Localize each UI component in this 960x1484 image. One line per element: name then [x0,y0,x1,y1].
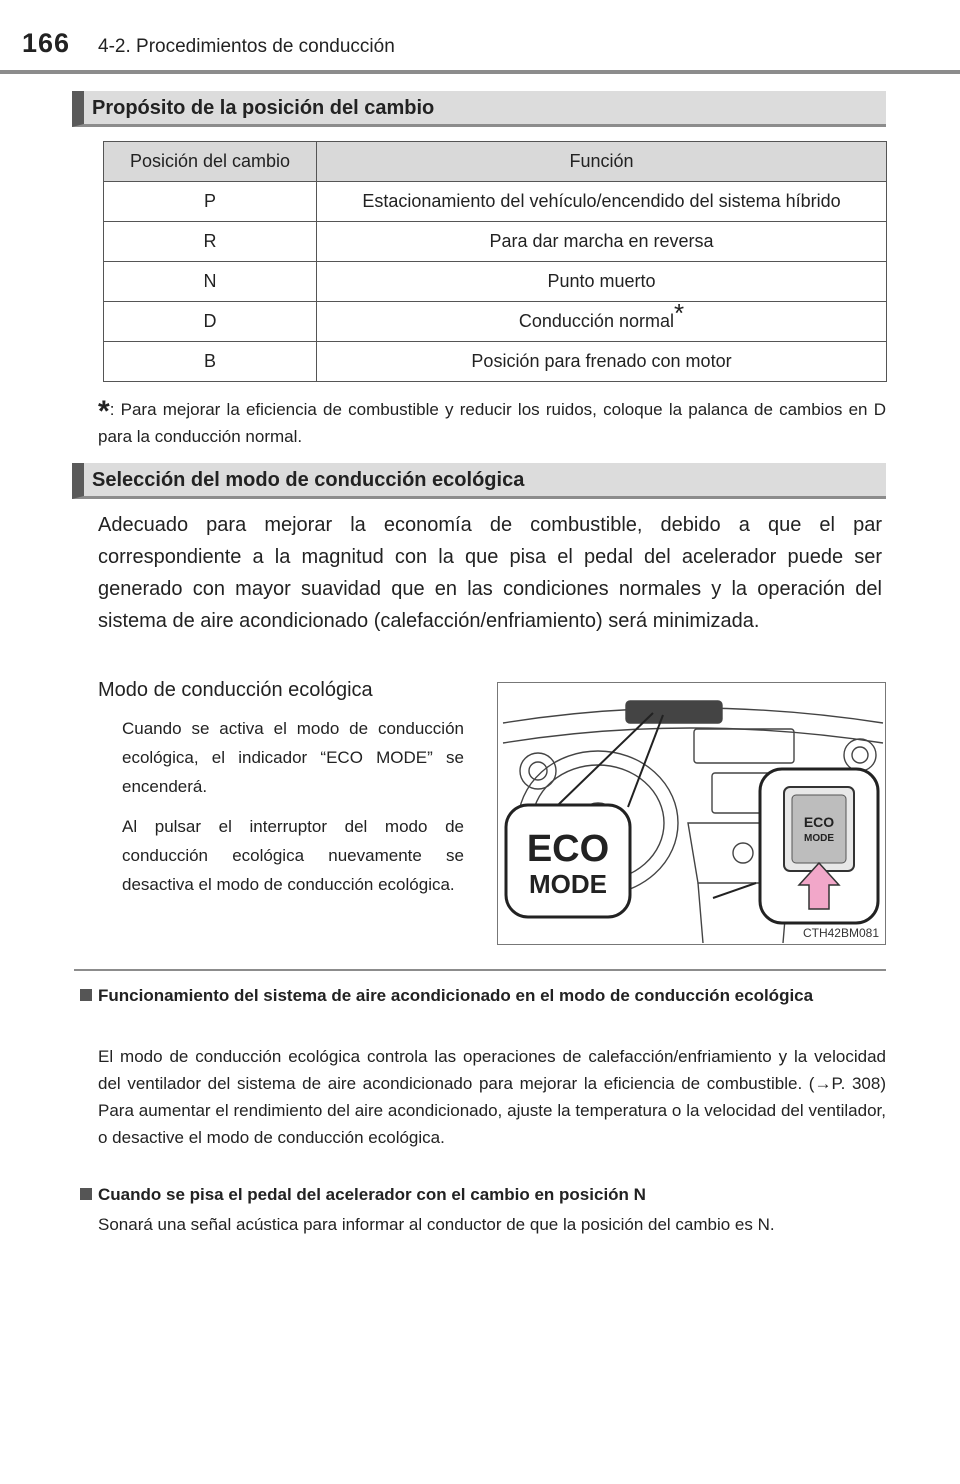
table-row [104,262,887,302]
table-footnote [98,396,886,450]
cell-function: Estacionamiento del vehículo/encendido del sistema híbrido [317,182,887,222]
note-title-accelerator-n [80,1181,886,1208]
table-row [104,182,887,222]
table-row [104,302,887,342]
cell-function-text: Conducción normal [518,311,674,331]
eco-mode-subheading: Modo de conducción ecológica [98,679,373,701]
mode-button-text: MODE [804,833,834,844]
square-bullet-icon [80,989,92,1001]
table-row [104,342,887,382]
cell-position: R [104,222,317,262]
section-heading-eco-mode [72,463,886,499]
table-header-row [104,142,887,182]
footnote-marker: * [673,298,685,328]
mode-indicator-text: MODE [529,869,607,899]
footnote-text: : Para mejorar la eficiencia de combustible y reducir los ruidos, coloque la palanca de cambios en D para la conducción normal. [98,400,886,446]
footnote-marker: * [98,395,110,428]
note-text-accelerator-n: Sonará una señal acústica para informar al conductor de que la posición del cambio es N. [98,1215,775,1234]
eco-mode-illustration [497,682,886,945]
cell-function [317,298,887,342]
note-title-ac-eco [80,982,886,1009]
column-header-position: Posición del cambio [104,142,317,182]
cell-position: P [104,182,317,222]
note-title-text: Funcionamiento del sistema de aire acondicionado en el modo de conducción ecológica [98,986,814,1005]
eco-mode-description: Adecuado para mejorar la economía de combustible, debido a que el par correspondiente a la magnitud con la que pisa el pedal del acelerador puede ser generado con mayor suavidad que en las condiciones normales y la operación del sistema de aire acondicionado (calefacción/enfriamiento) será minimizada. [98,514,882,632]
section-title: Propósito de la posición del cambio [92,97,435,119]
chapter-title: 4-2. Procedimientos de conducción [98,36,395,57]
eco-mode-activate-text: Cuando se activa el modo de conducción ecológica, el indicador “ECO MODE” se encenderá. [122,719,464,796]
table-row [104,222,887,262]
note-text-ac-eco: El modo de conducción ecológica controla las operaciones de calefacción/enfriamiento y la velocidad del ventilador del sistema de aire acondicionado para mejorar la eficiencia de combustible. (→P. 308) Para aumentar el rendimiento del aire acondicionado, ajuste la temperatura o la velocidad del ventilador, o desactive el modo de conducción ecológica. [98,1047,886,1147]
shift-position-table [103,141,887,382]
eco-indicator-text: ECO [526,828,610,870]
eco-mode-deactivate-text: Al pulsar el interruptor del modo de conducción ecológica nuevamente se desactiva el modo de conducción ecológica. [122,817,464,894]
square-bullet-icon [80,1188,92,1200]
cell-function: Punto muerto [317,262,887,302]
section-heading-shift-purpose [72,91,886,127]
header-rule [0,70,960,74]
cell-position: N [104,262,317,302]
page-header [0,0,960,78]
page-number: 166 [22,28,71,58]
note-title-text: Cuando se pisa el pedal del acelerador con el cambio en posición N [98,1185,646,1204]
dashboard-drawing [498,683,885,944]
eco-button-text: ECO [803,814,835,830]
figure-code: CTH42BM081 [802,926,879,940]
cell-function: Posición para frenado con motor [317,342,887,382]
cell-position: D [104,302,317,342]
column-header-function: Función [317,142,887,182]
section-divider [74,969,886,971]
cell-position: B [104,342,317,382]
cell-function: Para dar marcha en reversa [317,222,887,262]
section-title: Selección del modo de conducción ecológica [92,469,525,491]
